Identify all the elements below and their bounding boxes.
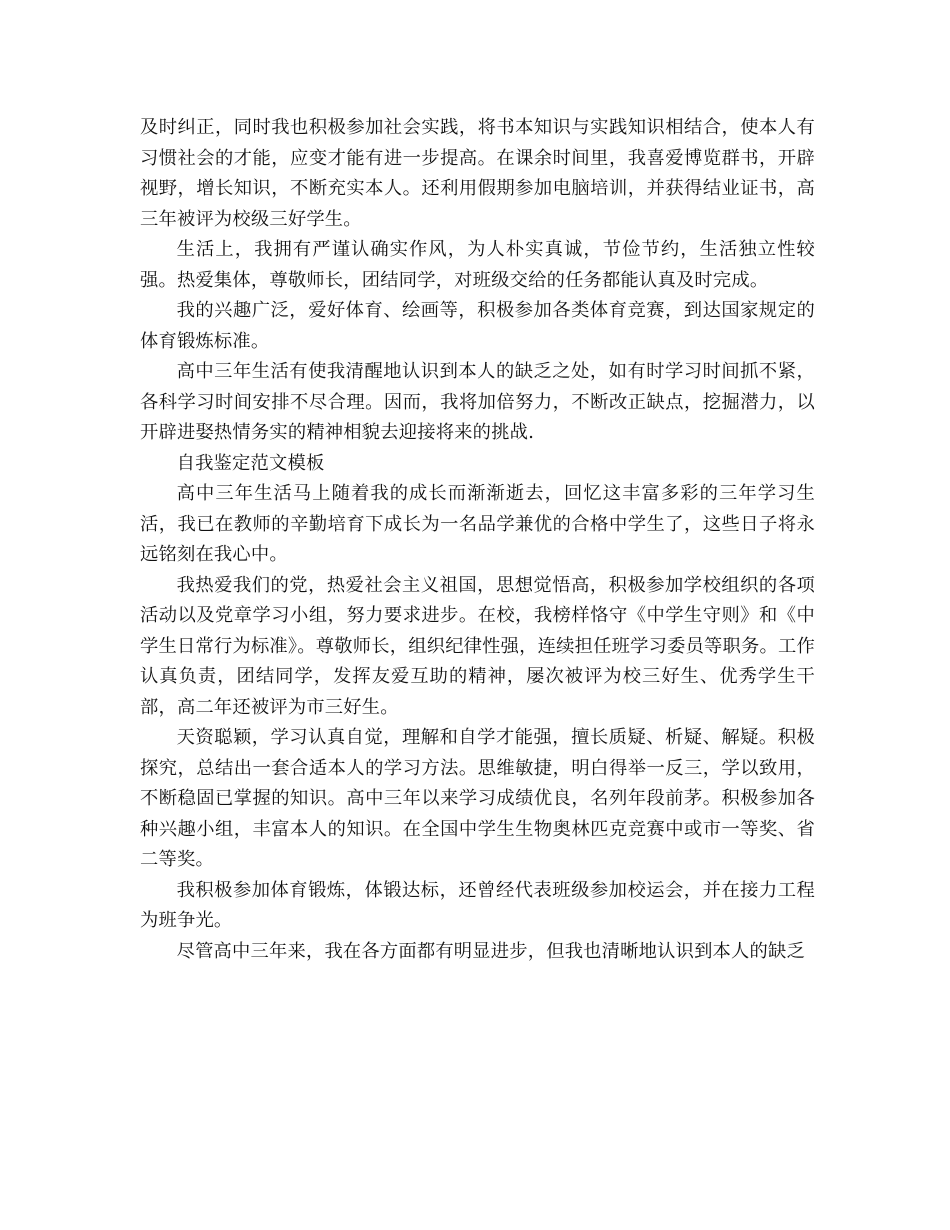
paragraph-9: 尽管高中三年来，我在各方面都有明显进步，但我也清晰地认识到本人的缺乏 <box>176 940 805 962</box>
paragraph-5: 高中三年生活马上随着我的成长而渐渐逝去，回忆这丰富多彩的三年学习生活，我已在教师的辛勤培育下成长为一名品学兼优的合格中学生了，这些日子将永远铭刻在我心中。 <box>140 483 815 565</box>
paragraph-6: 我热爱我们的党，热爱社会主义祖国，思想觉悟高，积极参加学校组织的各项活动以及党章学习小组，努力要求进步。在校，我榜样恪守《中学生守则》和《中学生日常行为标准》。尊敬师长，组织纪律性强，连续担任班学习委员等职务。工作认真负责，团结同学，发挥友爱互助的精神，屡次被评为校三好生、优秀学生干部，高二年还被评为市三好生。 <box>140 574 815 718</box>
paragraph-2: 生活上，我拥有严谨认确实作风，为人朴实真诚，节俭节约，生活独立性较强。热爱集体，尊敬师长，团结同学，对班级交给的任务都能认真及时完成。 <box>140 239 815 291</box>
section-heading: 自我鉴定范文模板 <box>176 452 325 474</box>
paragraph-8: 我积极参加体育锻炼，体锻达标，还曾经代表班级参加校运会，并在接力工程为班争光。 <box>140 879 815 931</box>
paragraph-4: 高中三年生活有使我清醒地认识到本人的缺乏之处，如有时学习时间抓不紧，各科学习时间安排不尽合理。因而，我将加倍努力，不断改正缺点，挖掘潜力，以开辟进娶热情务实的精神相貌去迎接将来的挑战. <box>140 361 815 443</box>
paragraph-7: 天资聪颖，学习认真自觉，理解和自学才能强，擅长质疑、析疑、解疑。积极探究，总结出一套合适本人的学习方法。思维敏捷，明白得举一反三，学以致用，不断稳固已掌握的知识。高中三年以来学习成绩优良，名列年段前茅。积极参加各种兴趣小组，丰富本人的知识。在全国中学生生物奥林匹克竞赛中或市一等奖、省二等奖。 <box>140 727 815 870</box>
paragraph-1: 及时纠正，同时我也积极参加社会实践，将书本知识与实践知识相结合，使本人有习惯社会的才能，应变才能有进一步提高。在课余时间里，我喜爱博览群书，开辟视野，增长知识，不断充实本人。还利用假期参加电脑培训，并获得结业证书，高三年被评为校级三好学生。 <box>140 117 815 230</box>
paragraph-3: 我的兴趣广泛，爱好体育、绘画等，积极参加各类体育竞赛，到达国家规定的体育锻炼标准。 <box>140 300 815 352</box>
document-body <box>140 113 815 967</box>
